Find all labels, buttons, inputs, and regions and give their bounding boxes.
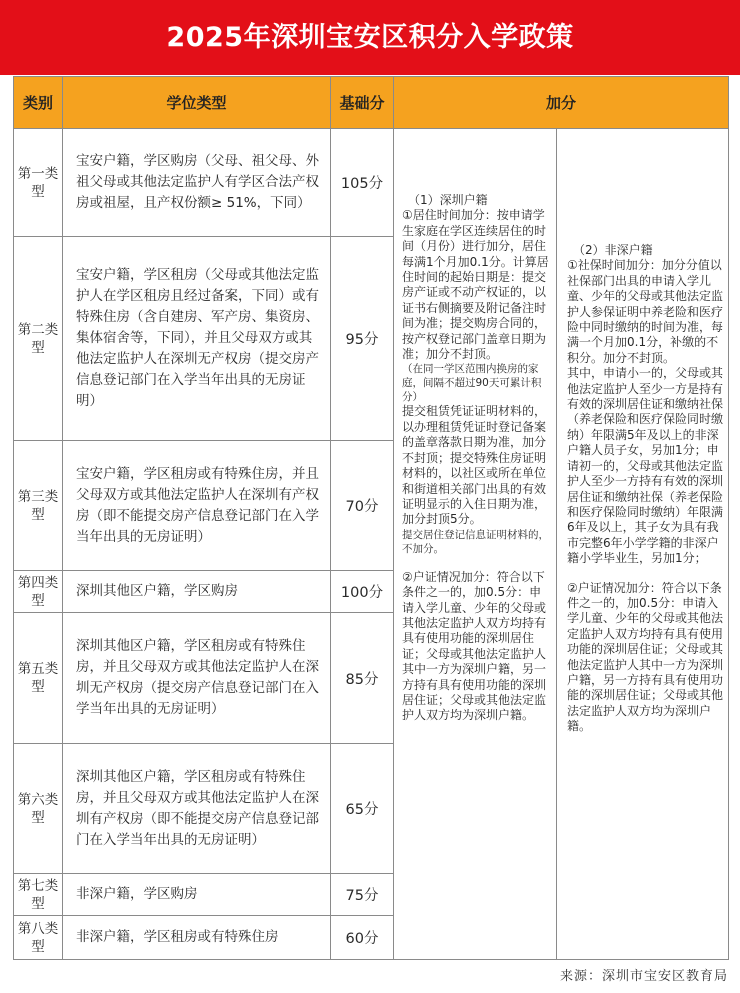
bonus-shenzhen-rental: 提交租赁凭证证明材料的，以办理租赁凭证时登记备案的盖章落款日期为准，加分不封顶；提交特殊住房证明材料的，以社区或所在单位和街道相关部门出具的有效证明显示的入住日期为准，加分封顶5分。 xyxy=(402,404,547,527)
row-category: 第四类型 xyxy=(14,571,63,613)
bonus-shenzhen-permit: ②户证情况加分：符合以下条件之一的，加0.5分：申请入学儿童、少年的父母或其他法定监护人双方均持有具有使用功能的深圳居住证；父母或其他法定监护人其中一方为深圳户籍，另一方持有具有使用功能的深圳居住证；父母或其他法定监护人双方均为深圳户籍。 xyxy=(402,569,547,723)
header-bonus: 加分 xyxy=(394,77,729,129)
bonus-non-shenzhen-extra: 其中，申请小一的，父母或其他法定监护人至少一方是持有有效的深圳居住证和缴纳社保（养老保险和医疗保险同时缴纳）年限满5年及以上的非深户籍人员子女，另加1分；申请初一的，父母或其他法定监护人至少一方持有有效的深圳居住证和缴纳社保（养老保险和医疗保险同时缴纳）年限满6年及以上，其子女为具有我市完整6年小学学籍的非深户籍小学毕业生，另加1分； xyxy=(567,366,724,566)
row-score: 60分 xyxy=(331,916,394,960)
page-title: 2025年深圳宝安区积分入学政策 xyxy=(0,0,740,75)
row-category: 第一类型 xyxy=(14,129,63,237)
bonus-shenzhen-title: （1）深圳户籍 xyxy=(408,193,488,207)
row-type: 深圳其他区户籍，学区租房或有特殊住房，并且父母双方或其他法定监护人在深圳有产权房（即不能提交房产信息登记部门在入学当年出具的无房证明） xyxy=(63,744,331,874)
row-type: 非深户籍，学区租房或有特殊住房 xyxy=(63,916,331,960)
row-type: 深圳其他区户籍，学区租房或有特殊住房，并且父母双方或其他法定监护人在深圳无产权房（提交房产信息登记部门在入学当年出具的无房证明） xyxy=(63,613,331,744)
header-category: 类别 xyxy=(14,77,63,129)
header-type: 学位类型 xyxy=(63,77,331,129)
row-score: 100分 xyxy=(331,571,394,613)
bonus-shenzhen-note: （在同一学区范围内换房的家庭，间隔不超过90天可累计积分） xyxy=(402,363,542,404)
row-type: 非深户籍，学区购房 xyxy=(63,874,331,916)
row-score: 95分 xyxy=(331,237,394,441)
header-row xyxy=(14,77,729,129)
row-type: 宝安户籍，学区租房（父母或其他法定监护人在学区租房且经过备案，下同）或有特殊住房（含自建房、军产房、集资房、集体宿舍等，下同），并且父母双方或其他法定监护人在深圳无产权房（提交房产信息登记部门在入学当年出具的无房证明） xyxy=(63,237,331,441)
row-type: 深圳其他区户籍，学区购房 xyxy=(63,571,331,613)
bonus-non-shenzhen-title: （2）非深户籍 xyxy=(573,243,653,257)
row-category: 第六类型 xyxy=(14,744,63,874)
row-category: 第二类型 xyxy=(14,237,63,441)
row-score: 75分 xyxy=(331,874,394,916)
row-category: 第八类型 xyxy=(14,916,63,960)
bonus-non-shenzhen xyxy=(557,129,729,960)
row-type: 宝安户籍，学区租房或有特殊住房，并且父母双方或其他法定监护人在深圳有产权房（即不能提交房产信息登记部门在入学当年出具的无房证明） xyxy=(63,441,331,571)
row-category: 第七类型 xyxy=(14,874,63,916)
table-row xyxy=(14,129,729,237)
row-category: 第五类型 xyxy=(14,613,63,744)
policy-table xyxy=(13,76,729,960)
row-score: 70分 xyxy=(331,441,394,571)
row-score: 105分 xyxy=(331,129,394,237)
source-note: 来源：深圳市宝安区教育局 xyxy=(559,969,728,984)
row-type: 宝安户籍，学区购房（父母、祖父母、外祖父母或其他法定监护人有学区合法产权房或祖屋，且产权份额≥ 51%，下同） xyxy=(63,129,331,237)
bonus-non-shenzhen-permit: ②户证情况加分：符合以下条件之一的，加0.5分：申请入学儿童、少年的父母或其他法定监护人双方均持有具有使用功能的深圳居住证；父母或其他法定监护人其中一方为深圳户籍，另一方持有具有使用功能的深圳居住证；父母或其他法定监护人双方均为深圳户籍。 xyxy=(567,580,724,734)
bonus-non-shenzhen-social-security: ①社保时间加分：加分分值以社保部门出具的申请入学儿童、少年的父母或其他法定监护人参保证明中养老险和医疗险中同时缴纳的时间为准，每满一个月加0.1分，补缴的不积分。加分不封顶。 xyxy=(567,258,724,365)
bonus-shenzhen xyxy=(394,129,557,960)
row-score: 85分 xyxy=(331,613,394,744)
bonus-shenzhen-note-2: 提交居住登记信息证明材料的，不加分。 xyxy=(402,528,549,555)
row-score: 65分 xyxy=(331,744,394,874)
row-category: 第三类型 xyxy=(14,441,63,571)
bonus-shenzhen-residence: ①居住时间加分：按申请学生家庭在学区连续居住的时间（月份）进行加分，居住每满1个月加0.1分。计算居住时间的起始日期是：提交房产证或不动产权证的，以证书右侧摘要及附记备注时间为准；提交购房合同的，按产权登记部门盖章日期为准；加分不封顶。 xyxy=(402,208,549,362)
header-base-score: 基础分 xyxy=(331,77,394,129)
